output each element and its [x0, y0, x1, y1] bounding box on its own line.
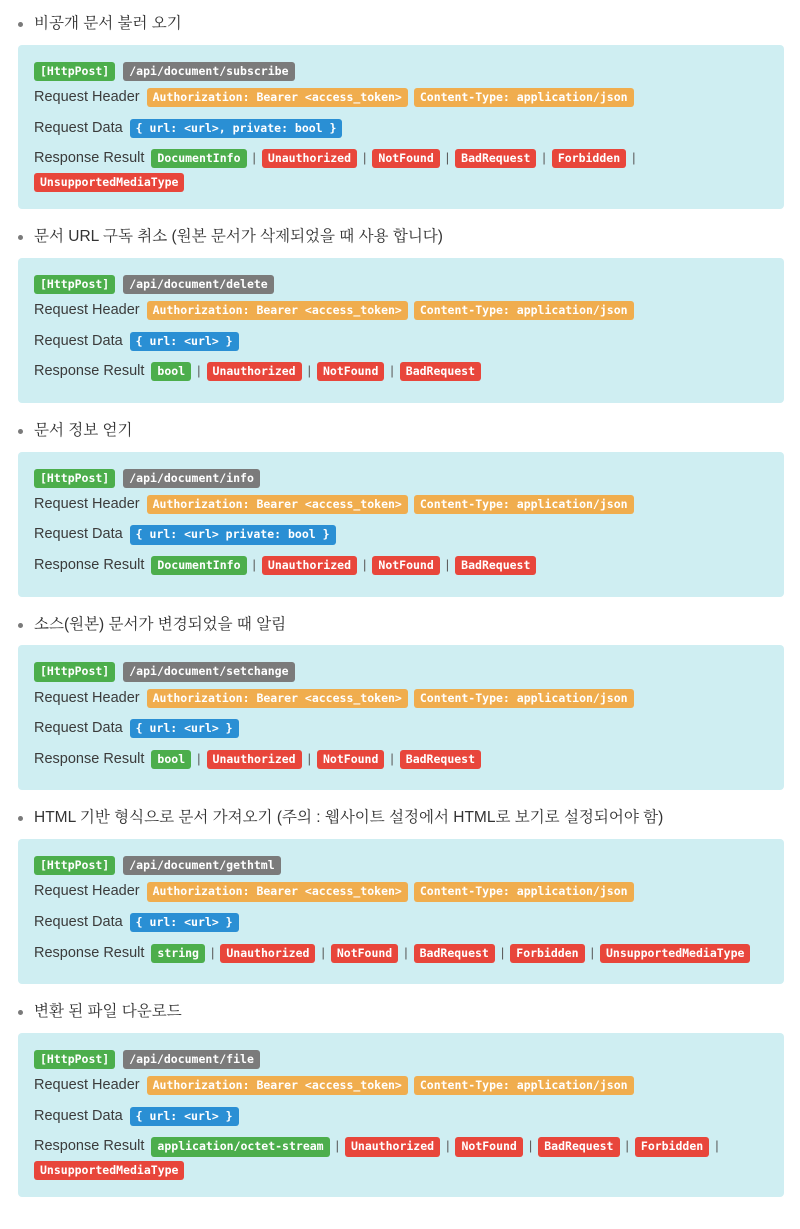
endpoint-path-badge: /api/document/gethtml: [123, 856, 280, 875]
request-header-row: [34, 685, 768, 713]
request-data-badge: { url: <url> }: [130, 332, 239, 351]
response-success-badge: application/octet-stream: [151, 1137, 329, 1156]
request-data-label: Request Data: [34, 526, 123, 543]
badge-separator: |: [307, 750, 311, 766]
request-header-badge: Authorization: Bearer <access_token>: [147, 495, 408, 514]
response-error-badge: NotFound: [331, 944, 398, 963]
request-header-badge: Authorization: Bearer <access_token>: [147, 301, 408, 320]
response-result-row: [34, 145, 768, 192]
request-header-label: Request Header: [34, 689, 140, 706]
response-error-badge: UnsupportedMediaType: [34, 173, 184, 192]
endpoint-card: [18, 452, 784, 597]
response-result-label: Response Result: [34, 150, 145, 167]
section-title: [10, 421, 792, 442]
response-error-badge: NotFound: [372, 149, 439, 168]
response-error-badge: Unauthorized: [345, 1137, 440, 1156]
bullet-icon: [18, 816, 23, 821]
endpoint-path-badge: /api/document/subscribe: [123, 62, 294, 81]
badge-separator: |: [404, 944, 408, 960]
method-row: [34, 662, 768, 681]
method-row: [34, 1050, 768, 1069]
section-title-text: 소스(원본) 문서가 변경되었을 때 알림: [34, 615, 287, 633]
request-data-label: Request Data: [34, 914, 123, 931]
request-header-badge: Content-Type: application/json: [414, 1076, 634, 1095]
badge-separator: |: [542, 150, 546, 166]
request-data-row: [34, 328, 768, 356]
badge-separator: |: [363, 150, 367, 166]
endpoint-path-badge: /api/document/file: [123, 1050, 260, 1069]
bullet-icon: [18, 429, 23, 434]
response-error-badge: NotFound: [455, 1137, 522, 1156]
badge-separator: |: [500, 944, 505, 960]
section-title: [10, 227, 792, 248]
response-error-badge: BadRequest: [455, 149, 536, 168]
response-result-label: Response Result: [34, 750, 145, 767]
http-method-badge: [HttpPost]: [34, 662, 115, 681]
http-method-badge: [HttpPost]: [34, 856, 115, 875]
response-result-row: [34, 746, 768, 774]
response-success-badge: DocumentInfo: [151, 556, 246, 575]
badge-separator: |: [197, 750, 201, 766]
http-method-badge: [HttpPost]: [34, 275, 115, 294]
request-header-row: [34, 878, 768, 906]
badge-separator: |: [390, 750, 394, 766]
request-data-label: Request Data: [34, 720, 123, 737]
request-header-badge: Content-Type: application/json: [414, 495, 634, 514]
request-data-label: Request Data: [34, 332, 123, 349]
request-header-badge: Content-Type: application/json: [414, 689, 634, 708]
request-data-badge: { url: <url>, private: bool }: [130, 119, 343, 138]
response-error-badge: Forbidden: [635, 1137, 709, 1156]
request-header-row: [34, 1072, 768, 1100]
response-error-badge: Unauthorized: [207, 750, 302, 769]
response-success-badge: DocumentInfo: [151, 149, 246, 168]
request-data-row: [34, 115, 768, 143]
section-title: [10, 808, 792, 829]
api-section: [8, 14, 792, 209]
response-error-badge: BadRequest: [455, 556, 536, 575]
section-title-text: 문서 URL 구독 취소 (원본 문서가 삭제되었을 때 사용 합니다): [34, 228, 443, 245]
request-data-badge: { url: <url> private: bool }: [130, 525, 336, 544]
http-method-badge: [HttpPost]: [34, 62, 115, 81]
badge-separator: |: [321, 944, 325, 960]
request-header-badge: Authorization: Bearer <access_token>: [147, 1076, 408, 1095]
response-result-label: Response Result: [34, 944, 145, 961]
endpoint-path-badge: /api/document/delete: [123, 275, 273, 294]
request-header-label: Request Header: [34, 302, 140, 319]
badge-separator: |: [252, 557, 256, 573]
response-error-badge: BadRequest: [400, 750, 481, 769]
response-error-badge: UnsupportedMediaType: [34, 1161, 184, 1180]
request-header-label: Request Header: [34, 89, 140, 106]
badge-separator: |: [715, 1138, 719, 1154]
response-error-badge: NotFound: [317, 362, 384, 381]
method-row: [34, 469, 768, 488]
http-method-badge: [HttpPost]: [34, 469, 115, 488]
api-section: [8, 227, 792, 403]
endpoint-path-badge: /api/document/info: [123, 469, 260, 488]
response-error-badge: Unauthorized: [207, 362, 302, 381]
response-error-badge: BadRequest: [414, 944, 495, 963]
badge-separator: |: [528, 1138, 533, 1154]
request-header-label: Request Header: [34, 495, 140, 512]
request-header-badge: Authorization: Bearer <access_token>: [147, 689, 408, 708]
badge-separator: |: [335, 1138, 339, 1154]
section-title-text: HTML 기반 형식으로 문서 가져오기 (주의 : 웹사이트 설정에서 HTML로 보기로 설정되어야 함): [34, 809, 664, 827]
response-error-badge: Unauthorized: [262, 149, 357, 168]
api-section: [8, 421, 792, 597]
badge-separator: |: [390, 363, 394, 379]
section-title: [10, 14, 792, 35]
response-result-label: Response Result: [34, 363, 145, 380]
section-title-text: 비공개 문서 불러 오기: [34, 15, 182, 32]
section-title-text: 변환 된 파일 다운로드: [34, 1003, 182, 1021]
badge-separator: |: [590, 944, 594, 960]
request-header-label: Request Header: [34, 1077, 140, 1094]
request-header-badge: Content-Type: application/json: [414, 301, 634, 320]
bullet-icon: [18, 235, 23, 240]
badge-separator: |: [625, 1138, 629, 1154]
section-title: [10, 615, 792, 636]
request-data-label: Request Data: [34, 1107, 123, 1124]
method-row: [34, 856, 768, 875]
endpoint-card: [18, 258, 784, 403]
request-header-badge: Content-Type: application/json: [414, 882, 634, 901]
response-result-label: Response Result: [34, 557, 145, 574]
request-header-row: [34, 84, 768, 112]
response-result-row: [34, 1133, 768, 1180]
badge-separator: |: [445, 150, 450, 166]
response-error-badge: UnsupportedMediaType: [600, 944, 750, 963]
request-header-label: Request Header: [34, 883, 140, 900]
response-error-badge: Unauthorized: [220, 944, 315, 963]
response-result-row: [34, 552, 768, 580]
response-result-row: [34, 940, 768, 968]
badge-separator: |: [210, 944, 215, 960]
method-row: [34, 62, 768, 81]
badge-separator: |: [632, 150, 636, 166]
request-data-label: Request Data: [34, 119, 123, 136]
section-title-text: 문서 정보 얻기: [34, 421, 133, 439]
response-error-badge: Forbidden: [552, 149, 626, 168]
bullet-icon: [18, 22, 23, 27]
endpoint-card: [18, 839, 784, 984]
request-header-badge: Authorization: Bearer <access_token>: [147, 88, 408, 107]
api-section: [8, 615, 792, 791]
response-error-badge: NotFound: [317, 750, 384, 769]
request-header-badge: Authorization: Bearer <access_token>: [147, 882, 408, 901]
badge-separator: |: [307, 363, 311, 379]
response-result-row: [34, 358, 768, 386]
response-success-badge: bool: [151, 750, 191, 769]
response-error-badge: Forbidden: [510, 944, 584, 963]
request-data-badge: { url: <url> }: [130, 1107, 239, 1126]
response-result-label: Response Result: [34, 1138, 145, 1155]
bullet-icon: [18, 1010, 23, 1015]
request-data-row: [34, 521, 768, 549]
request-header-row: [34, 297, 768, 325]
badge-separator: |: [197, 363, 201, 379]
section-title: [10, 1002, 792, 1023]
request-header-badge: Content-Type: application/json: [414, 88, 634, 107]
response-success-badge: bool: [151, 362, 191, 381]
badge-separator: |: [445, 557, 450, 573]
badge-separator: |: [363, 557, 367, 573]
endpoint-card: [18, 645, 784, 790]
request-data-badge: { url: <url> }: [130, 913, 239, 932]
response-error-badge: BadRequest: [538, 1137, 619, 1156]
response-error-badge: NotFound: [372, 556, 439, 575]
http-method-badge: [HttpPost]: [34, 1050, 115, 1069]
api-section: [8, 1002, 792, 1197]
method-row: [34, 275, 768, 294]
badge-separator: |: [252, 150, 256, 166]
request-data-badge: { url: <url> }: [130, 719, 239, 738]
badge-separator: |: [446, 1138, 450, 1154]
endpoint-card: [18, 1033, 784, 1197]
endpoint-path-badge: /api/document/setchange: [123, 662, 294, 681]
request-data-row: [34, 909, 768, 937]
response-success-badge: string: [151, 944, 205, 963]
api-section: [8, 808, 792, 984]
endpoint-card: [18, 45, 784, 209]
response-error-badge: Unauthorized: [262, 556, 357, 575]
request-data-row: [34, 715, 768, 743]
request-header-row: [34, 491, 768, 519]
response-error-badge: BadRequest: [400, 362, 481, 381]
request-data-row: [34, 1103, 768, 1131]
bullet-icon: [18, 623, 23, 628]
